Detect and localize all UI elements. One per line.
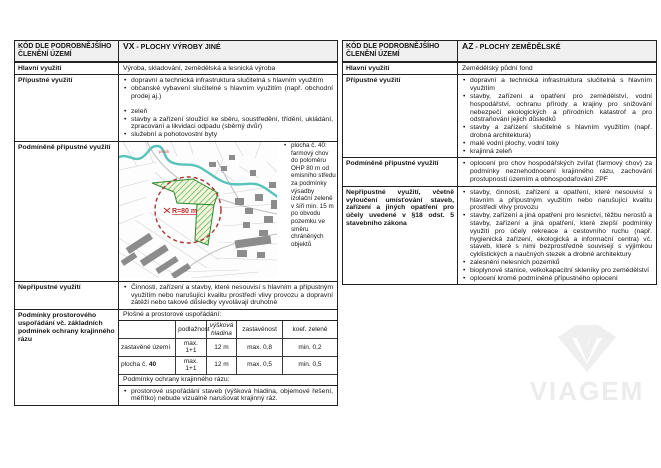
list-item: • stavby a zařízení sloužící ke sběru, soustředění, třídění, ukládání, zpracování a likvidaci odpadu (sběrný dvůr) (123, 116, 333, 132)
list-item: • dopravní a technická infrastruktura slučitelná s hlavním využitím (462, 77, 652, 93)
table-header-row (119, 321, 337, 338)
vx-podminene-label: Podmíněně přípustné využití (15, 142, 119, 281)
spatial-parameters-table (119, 321, 337, 374)
list-item: • služební a pohotovostní byty (123, 131, 333, 139)
az-nepripustne-list (458, 187, 656, 285)
vx-row-nepripustne (15, 281, 337, 309)
vx-nepripustne-label: Nepřípustné využití (15, 282, 119, 309)
radius-label: R=80 m (172, 207, 198, 215)
table-row (119, 338, 337, 356)
list-item: • Činnosti, zařízení a stavby, které nesouvisí s hlavním a přípustným využitím nebo narušující kvalitu prostředí vlivy provozu a dopravní zátěží nebo takové důsledky vyvolávají druhotně (123, 284, 333, 307)
vx-pripustne-list (119, 75, 337, 141)
az-code: AZ (462, 41, 474, 51)
row-plocha-40-text: plocha č. (121, 361, 148, 369)
vx-podminene-content (119, 142, 337, 281)
header-koef-zelene: koef. zeleně (282, 321, 337, 338)
az-hlavni-text: Zemědělský půdní fond (462, 64, 533, 72)
cell-value: min. 0,5 (282, 356, 337, 374)
list-item: • prostorové uspořádání staveb (výšková hladina, objemové řešení, měřítko) nebude vizuálně narušovat krajinný ráz. (123, 388, 333, 404)
az-title: PLOCHY ZEMĚDĚLSKÉ (479, 42, 561, 51)
cell-value: max. 1+1 (176, 356, 207, 374)
row-plocha-40 (119, 356, 176, 374)
viagem-wordmark: VIAGEM (529, 376, 645, 406)
cadastral-map (119, 142, 279, 281)
cadastral-map-image (119, 142, 277, 278)
list-item: • stavby, zařízení a jiná opatření pro lesnictví, těžbu nerostů a stavby, zařízení a jiná opatření, které zlepší podmínky využití pro účely rekreace a cestovního ruchu (např. hygienická zařízení, ekologická a informační centra) vč. staveb, které s nimi bezprostředně souvisejí s výjimkou cyklistických a naučných stezek a drobné architektury (462, 212, 652, 259)
cell-value: 12 m (206, 356, 237, 374)
cell-value: max. 0,8 (237, 338, 283, 356)
header-zastavenost: zastavěnost (237, 321, 283, 338)
vx-header-row (15, 41, 337, 62)
viagem-watermark (503, 322, 661, 406)
list-item: • dopravní a technická infrastruktura slučitelná s hlavním využitím (123, 77, 333, 85)
list-item: • stavby a zařízení slučitelné s hlavním využitím (např. drobná architektura) (462, 124, 652, 140)
landscape-bullet-wrap (119, 386, 337, 406)
az-podminene-list (458, 158, 656, 185)
list-item: • zeleň (123, 108, 333, 116)
viagem-diamond-icon (550, 322, 624, 374)
cell-value: max. 0,5 (237, 356, 283, 374)
az-row-hlavni (343, 62, 656, 75)
az-nepripustne-label: Nepřípustné využití, včetně vyloučení umísťování staveb, zařízení a jiných opatření pro účely uvedené v §18 odst. 5 stavebního zákona (343, 187, 458, 285)
list-item: • oplocení kromě podmíněné přípustného oplocení (462, 275, 652, 283)
spatial-section-title: Plošné a prostorové uspořádání: (119, 310, 337, 321)
header-podlaznost: podlažnost (176, 321, 207, 338)
az-code-header-cell: KÓD DLE PODROBNĚJŠÍHO ČLENĚNÍ ÚZEMÍ (343, 41, 458, 61)
list-item: • stavby, zařízení a opatření pro zemědělství, vodní hospodářství, ochranu přírody a krajiny pro snižování nebezpečí ekologických a přírodních katastrof a pro odstraňování jejich důsledků (462, 93, 652, 124)
az-row-pripustne (343, 74, 656, 157)
list-item: • bioplynové stanice, velkokapacitní skleníky pro zemědělství (462, 267, 652, 275)
row-plocha-40-number: 40 (148, 361, 157, 369)
az-pripustne-label: Přípustné využití (343, 75, 458, 157)
az-header-row (343, 41, 656, 62)
vx-podminene-note: • plocha č. 40: farmový chov do poloměru OHP 80 m od emisního středu za podmínky výsadby izolační zeleně v šíři min. 15 m po obvodu pozemku ve směru chráněných objektů (283, 142, 337, 248)
vx-podminky-label: Podmínky prostorového uspořádání vč. základních podmínek ochrany krajinného rázu (15, 310, 119, 405)
cell-value: min. 0,2 (282, 338, 337, 356)
vx-row-hlavni (15, 62, 337, 75)
stream-label: potok (159, 148, 170, 154)
cell-value: 12 m (206, 338, 237, 356)
az-hlavni-label: Hlavní využití (343, 63, 458, 75)
vx-podminene-note-wrap (279, 142, 337, 281)
list-item: • stavby, činnosti, zařízení a opatření, které nesouvisí s hlavním a přípustným využitím nebo narušující kvalitu prostředí vlivy provozu (462, 189, 652, 212)
az-pripustne-list (458, 75, 656, 157)
list-item: • zalesnění nelesních pozemků (462, 259, 652, 267)
vx-sep: - (136, 42, 139, 51)
vx-row-podminky (15, 309, 337, 405)
cell-value: max. 1+1 (176, 338, 207, 356)
table-row (119, 356, 337, 374)
vx-podminky-content (119, 310, 337, 405)
zoning-table-vx (14, 40, 338, 406)
list-item: • oplocení pro chov hospodářských zvířat (farmový chov) za podmínky neznehodnocení krajinného rázu, zachování prostupnosti územím a obhospodařování ZPF (462, 160, 652, 183)
vx-hlavni-text: Výroba, skladování, zemědělská a lesnická výroba (123, 64, 276, 72)
vx-title-cell (119, 41, 337, 61)
list-item: • malé vodní plochy, vodní toky (462, 140, 652, 148)
row-zastavene-uzemi: zastavěné území (119, 338, 176, 356)
vx-code-header-cell: KÓD DLE PODROBNĚJŠÍHO ČLENĚNÍ ÚZEMÍ (15, 41, 119, 61)
vx-hlavni-label: Hlavní využití (15, 63, 119, 75)
header-blank (119, 321, 176, 338)
az-row-podminene (343, 157, 656, 185)
zoning-table-az (342, 40, 657, 285)
az-podminene-label: Podmíněně přípustné využití (343, 158, 458, 185)
vx-pripustne-label: Přípustné využití (15, 75, 119, 141)
az-row-nepripustne (343, 186, 656, 285)
az-title-cell (458, 41, 656, 61)
header-vyskova-hladina: výšková hladina (206, 321, 237, 338)
az-sep: - (475, 42, 478, 51)
landscape-section-title: Podmínky ochrany krajinného rázu: (119, 375, 337, 386)
vx-row-pripustne (15, 74, 337, 141)
vx-code: VX (123, 41, 135, 51)
vx-title: PLOCHY VÝROBY JINÉ (140, 42, 221, 51)
vx-nepripustne-content (119, 282, 337, 309)
list-item: • krajinná zeleň (462, 148, 652, 156)
list-item: • občanské vybavení slučitelné s hlavním využitím (např. obchodní prodej aj.) (123, 85, 333, 101)
vx-row-podminene (15, 141, 337, 281)
